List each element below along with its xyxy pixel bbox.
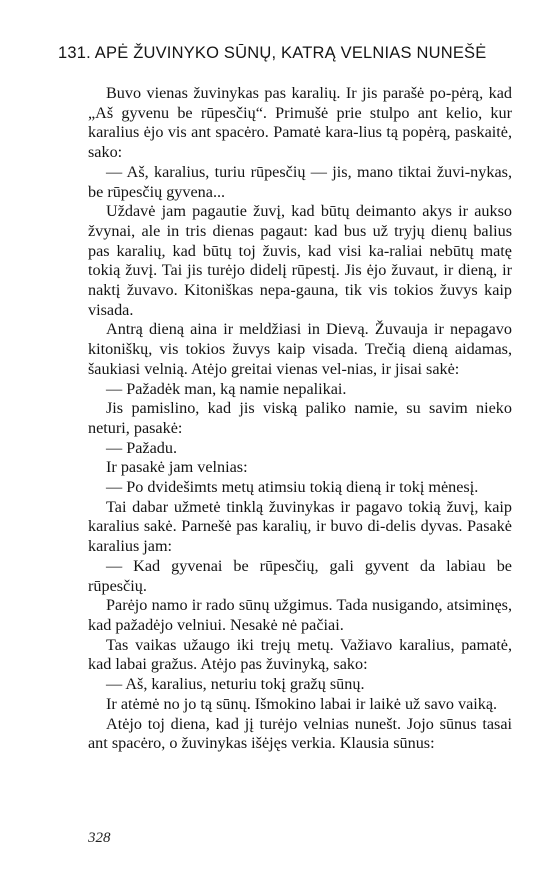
paragraph: Atėjo toj diena, kad jį turėjo velnias nunešt. Jojo sūnus tasai ant spacėro, o žuvinykas išėjęs verkia. Klausia sūnus: xyxy=(88,714,512,753)
paragraph: Jis pamislino, kad jis viską paliko namie, su savim nieko neturi, pasakė: xyxy=(88,399,512,437)
paragraph: Antrą dieną aina ir meldžiasi in Dievą. Žuvauja ir nepagavo kitoniškų, vis tokios žuvys kaip visada. Trečią dieną aidamas, šaukiasi velnią. Atėjo greitai vienas vel-nias, ir jisai sakė: xyxy=(88,320,512,378)
paragraph: Tas vaikas užaugo iki trejų metų. Važiavo karalius, pamatė, kad labai gražus. Atėjo pas žuvinyką, sako: xyxy=(88,635,512,674)
paragraph: Tai dabar užmetė tinklą žuvinykas ir pagavo tokią žuvį, kaip karalius sakė. Parnešė pas karalių, ir buvo di-delis dyvas. Pasakė karalius jam: xyxy=(88,497,512,556)
paragraph: Ir atėmė no jo tą sūnų. Išmokino labai ir laikė už savo vaiką. xyxy=(106,694,498,713)
paragraph: — Po dvidešimts metų atimsiu tokią dieną ir tokį mėnesį. xyxy=(106,478,479,497)
paragraph: Parėjo namo ir rado sūnų užgimus. Tada nusigando, atsiminęs, kad pažadėjo velniui. Nesakė nė pačiai. xyxy=(88,596,512,634)
page-number: 328 xyxy=(88,830,111,846)
paragraph: Buvo vienas žuvinykas pas karalių. Ir jis parašė po-pėrą, kad „Aš gyvenu be rūpesčių“. Primušė prie stulpo ant kelio, kur karalius ėjo vis ant spacėro. Pamatė kara-lius tą popėrą, paskaitė, sako: xyxy=(88,84,512,162)
paragraph: Ir pasakė jam velnias: xyxy=(106,458,248,477)
story-body xyxy=(88,84,512,754)
paragraph: — Aš, karalius, neturiu tokį gražų sūnų. xyxy=(106,675,365,694)
paragraph: — Kad gyvenai be rūpesčių, gali gyvent da labiau be rūpesčių. xyxy=(88,556,512,595)
paragraph: Uždavė jam pagautie žuvį, kad būtų deimanto akys ir aukso žvynai, ale in tris dienas pagaut: kad bus už tryjų dienų balius pas karalių, kad būtų toj žuvis, kad visi ka-raliai nebūtų matę tokią žuvį. Tai jis turėjo didelį rūpestį. Jis ėjo žuvaut, ir dieną, ir naktį žuvavo. Kitoniškas nepa-gauna, tik vis tokios žuvys kaip visada. xyxy=(88,202,512,319)
chapter-heading: 131. APĖ ŽUVINYKO SŪNŲ, KATRĄ VELNIAS NUNEŠĖ xyxy=(58,44,487,62)
paragraph: — Pažadu. xyxy=(106,438,178,457)
paragraph: — Pažadėk man, ką namie nepalikai. xyxy=(106,379,347,398)
paragraph: — Aš, karalius, turiu rūpesčių — jis, mano tiktai žuvi-nykas, be rūpesčių gyvena... xyxy=(88,162,512,201)
